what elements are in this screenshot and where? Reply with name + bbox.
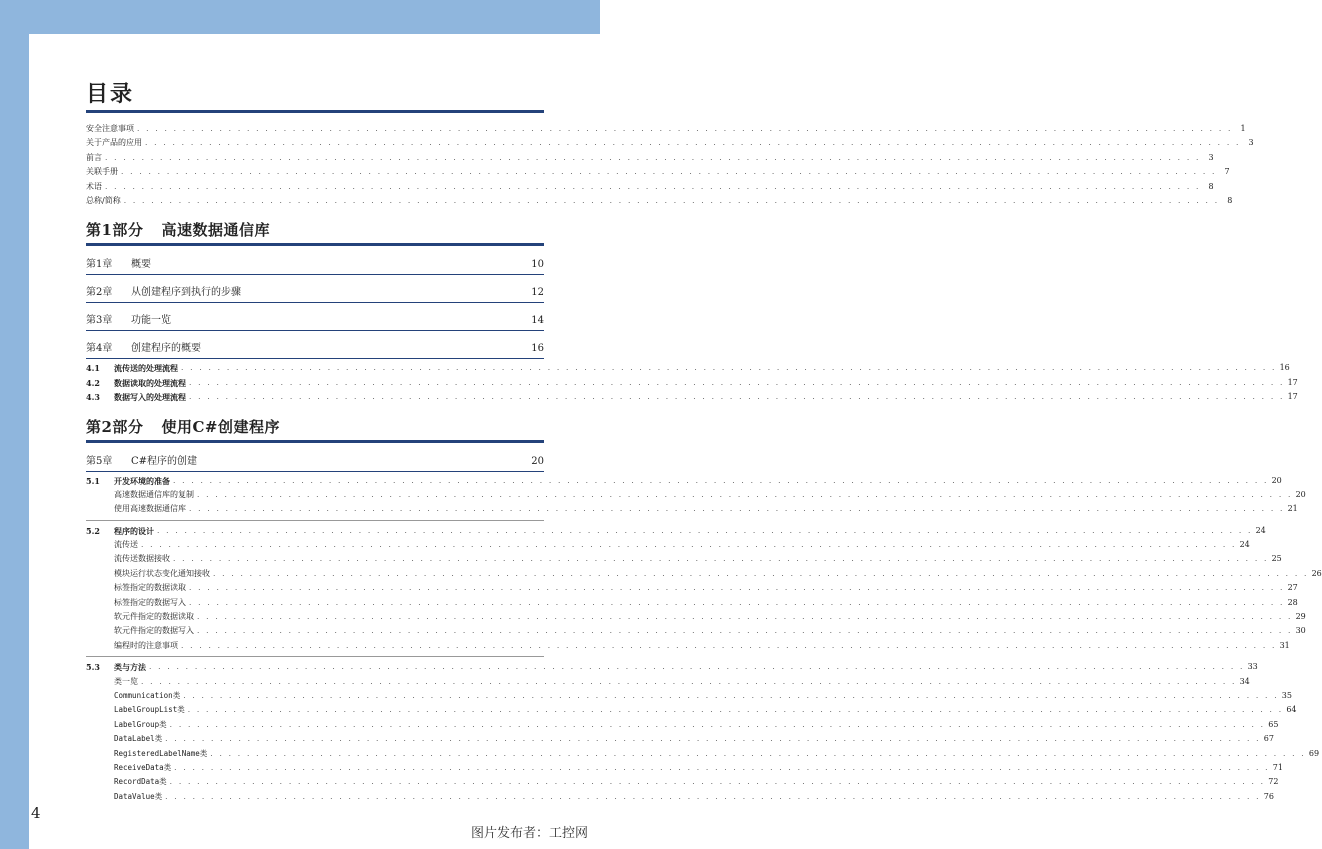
entry-page: 20: [1271, 475, 1282, 485]
toc-link-chapter[interactable]: [86, 342, 544, 359]
toc-subentry[interactable]: [86, 552, 1282, 566]
entry-page: 69: [1308, 748, 1320, 758]
dot-leader: . . . . . . . . . . . . . . . . . . . . . . . . . . . . . . . . . . . . . . . . . . . . . . . . . . . . . . . . . . . . . . . . . . . . . . . . . . . . . . . . . . . . . . . . . . . . . . . . . . . . . . . . . . . . . . . . . . . . . . . .: [189, 377, 1285, 387]
section-number: 5.3: [86, 662, 100, 673]
toc-subentry[interactable]: [86, 675, 1250, 689]
dot-leader: . . . . . . . . . . . . . . . . . . . . . . . . . . . . . . . . . . . . . . . . . . . . . . . . . . . . . . . . . . . . . . . . . . . . . . . . . . . . . . . . . . . . . . . . . . . . . . . . . . . . . . . . . . . . . . . . . . . . . . . .: [189, 583, 1285, 593]
entry-page: 17: [1287, 392, 1298, 402]
entry-page: 1: [1240, 123, 1246, 133]
entry-label: 高速数据通信库的复制: [114, 489, 194, 499]
toc-section[interactable]: [86, 361, 1290, 375]
entry-label: 软元件指定的数据写入: [114, 626, 194, 636]
entry-page: 28: [1287, 597, 1298, 607]
dot-leader: . . . . . . . . . . . . . . . . . . . . . . . . . . . . . . . . . . . . . . . . . . . . . . . . . . . . . . . . . . . . . . . . . . . . . . . . . . . . . . . . . . . . . . . . . . . . . . . . . . . . . . . . . . . . . . . . . . . . . . . .: [173, 554, 1269, 564]
dot-leader: . . . . . . . . . . . . . . . . . . . . . . . . . . . . . . . . . . . . . . . . . . . . . . . . . . . . . . . . . . . . . . . . . . . . . . . . . . . . . . . . . . . . . . . . . . . . . . . . . . . . . . . . . . . . . . . . . . . . . . . .: [157, 525, 1253, 535]
entry-page: 25: [1271, 554, 1282, 564]
toc-entry[interactable]: [86, 151, 1214, 165]
part1-heading: [86, 220, 544, 246]
entry-label: Communication类: [114, 690, 181, 700]
section-number: 5.2: [86, 525, 100, 536]
part2-heading: [86, 417, 544, 443]
toc-subentry[interactable]: [86, 790, 1274, 804]
entry-page: 17: [1287, 377, 1298, 387]
chapter-number: 第2章: [86, 287, 113, 299]
entry-label: RegisteredLabelName类: [114, 748, 208, 758]
entry-label: 开发环境的准备: [114, 475, 170, 486]
chapter-title: 功能一览: [131, 315, 171, 327]
dot-leader: . . . . . . . . . . . . . . . . . . . . . . . . . . . . . . . . . . . . . . . . . . . . . . . . . . . . . . . . . . . . . . . . . . . . . . . . . . . . . . . . . . . . . . . . . . . . . . . . . . . . . . . . . . . . . . . . . . . . . . . .: [149, 662, 1245, 672]
toc-subentry[interactable]: [86, 488, 1306, 502]
toc-subentry[interactable]: [86, 689, 1292, 703]
entry-page: 64: [1286, 705, 1297, 715]
toc-subentry[interactable]: [86, 732, 1274, 746]
dot-leader: . . . . . . . . . . . . . . . . . . . . . . . . . . . . . . . . . . . . . . . . . . . . . . . . . . . . . . . . . . . . . . . . . . . . . . . . . . . . . . . . . . . . . . . . . . . . . . . . . . . . . . . . . . . . . . . . . . . . . . . .: [189, 504, 1285, 514]
dot-leader: . . . . . . . . . . . . . . . . . . . . . . . . . . . . . . . . . . . . . . . . . . . . . . . . . . . . . . . . . . . . . . . . . . . . . . . . . . . . . . . . . . . . . . . . . . . . . . . . . . . . . . . . . . . . . . . . . . . . . . . .: [137, 123, 1233, 133]
toc-entry[interactable]: [86, 136, 1254, 150]
part1-chapters: [86, 258, 544, 359]
entry-label: 类与方法: [114, 662, 146, 673]
chapter-page: 12: [531, 287, 544, 299]
entry-label: 类一览: [114, 676, 138, 686]
entry-label: 标签指定的数据写入: [114, 597, 186, 607]
dot-leader: . . . . . . . . . . . . . . . . . . . . . . . . . . . . . . . . . . . . . . . . . . . . . . . . . . . . . . . . . . . . . . . . . . . . . . . . . . . . . . . . . . . . . . . . . . . . . . . . . . . . . . . . . . . . . . . . . . . . . . . .: [121, 167, 1217, 177]
dot-leader: . . . . . . . . . . . . . . . . . . . . . . . . . . . . . . . . . . . . . . . . . . . . . . . . . . . . . . . . . . . . . . . . . . . . . . . . . . . . . . . . . . . . . . . . . . . . . . . . . . . . . . . . . . . . . . . . . . . . . . . .: [123, 195, 1220, 205]
dot-leader: . . . . . . . . . . . . . . . . . . . . . . . . . . . . . . . . . . . . . . . . . . . . . . . . . . . . . . . . . . . . . . . . . . . . . . . . . . . . . . . . . . . . . . . . . . . . . . . . . . . . . . . . . . . . . . . . . . . . . . . .: [141, 676, 1237, 686]
entry-page: 30: [1295, 626, 1306, 636]
dot-leader: . . . . . . . . . . . . . . . . . . . . . . . . . . . . . . . . . . . . . . . . . . . . . . . . . . . . . . . . . . . . . . . . . . . . . . . . . . . . . . . . . . . . . . . . . . . . . . . . . . . . . . . . . . . . . . . . . . . . . . . .: [173, 475, 1269, 485]
entry-label: 数据读取的处理流程: [114, 377, 186, 388]
entry-label: 使用高速数据通信库: [114, 504, 186, 514]
chapter-title: 概要: [131, 259, 151, 271]
dot-leader: . . . . . . . . . . . . . . . . . . . . . . . . . . . . . . . . . . . . . . . . . . . . . . . . . . . . . . . . . . . . . . . . . . . . . . . . . . . . . . . . . . . . . . . . . . . . . . . . . . . . . . . . . . . . . . . . . . . . . . . .: [165, 791, 1261, 801]
dot-leader: . . . . . . . . . . . . . . . . . . . . . . . . . . . . . . . . . . . . . . . . . . . . . . . . . . . . . . . . . . . . . . . . . . . . . . . . . . . . . . . . . . . . . . . . . . . . . . . . . . . . . . . . . . . . . . . . . . . . . . . .: [183, 690, 1279, 700]
toc-subentry[interactable]: [86, 610, 1306, 624]
section-number: 5.1: [86, 475, 100, 486]
entry-label: 关于产品的应用: [86, 138, 142, 148]
dot-leader: . . . . . . . . . . . . . . . . . . . . . . . . . . . . . . . . . . . . . . . . . . . . . . . . . . . . . . . . . . . . . . . . . . . . . . . . . . . . . . . . . . . . . . . . . . . . . . . . . . . . . . . . . . . . . . . . . . . . . . . .: [141, 540, 1237, 550]
dot-leader: . . . . . . . . . . . . . . . . . . . . . . . . . . . . . . . . . . . . . . . . . . . . . . . . . . . . . . . . . . . . . . . . . . . . . . . . . . . . . . . . . . . . . . . . . . . . . . . . . . . . . . . . . . . . . . . . . . . . . . . .: [210, 748, 1306, 758]
part2-title: 使用C#创建程序: [161, 417, 280, 436]
entry-label: DataLabel类: [114, 734, 163, 744]
toc-link-chapter5[interactable]: [86, 455, 544, 472]
chapter-page: 16: [531, 343, 544, 355]
entry-label: 数据写入的处理流程: [114, 392, 186, 403]
toc-link-chapter[interactable]: [86, 258, 544, 275]
entry-page: 7: [1224, 167, 1230, 177]
toc-entry[interactable]: [86, 194, 1233, 208]
chapter-page: 10: [531, 259, 544, 271]
dot-leader: . . . . . . . . . . . . . . . . . . . . . . . . . . . . . . . . . . . . . . . . . . . . . . . . . . . . . . . . . . . . . . . . . . . . . . . . . . . . . . . . . . . . . . . . . . . . . . . . . . . . . . . . . . . . . . . . . . . . . . . .: [169, 719, 1266, 729]
entry-label: 编程时的注意事项: [114, 640, 178, 650]
entry-label: 安全注意事项: [86, 123, 134, 133]
entry-label: 流传送: [114, 540, 138, 550]
toc-entry[interactable]: [86, 122, 1246, 136]
toc-subentry[interactable]: [86, 502, 1298, 516]
toc-subentry[interactable]: [86, 747, 1320, 761]
section-number: 4.3: [86, 392, 100, 403]
entry-page: 65: [1268, 719, 1279, 729]
toc-section[interactable]: [86, 376, 1298, 390]
toc-subentry[interactable]: [86, 581, 1298, 595]
toc-section[interactable]: [86, 390, 1298, 404]
entry-label: 流传送的处理流程: [114, 363, 178, 374]
entry-label: RecordData类: [114, 777, 167, 787]
page-number: 4: [31, 804, 41, 822]
entry-label: 标签指定的数据读取: [114, 583, 186, 593]
entry-page: 34: [1239, 676, 1250, 686]
entry-page: 3: [1248, 138, 1254, 148]
dot-leader: . . . . . . . . . . . . . . . . . . . . . . . . . . . . . . . . . . . . . . . . . . . . . . . . . . . . . . . . . . . . . . . . . . . . . . . . . . . . . . . . . . . . . . . . . . . . . . . . . . . . . . . . . . . . . . . . . . . . . . . .: [181, 640, 1277, 650]
entry-page: 20: [1295, 489, 1306, 499]
chapter-title: C#程序的创建: [131, 455, 198, 467]
chapter4-sections: [86, 361, 1298, 404]
toc-content: [86, 80, 1322, 812]
toc-subentry[interactable]: [86, 567, 1322, 581]
dot-leader: . . . . . . . . . . . . . . . . . . . . . . . . . . . . . . . . . . . . . . . . . . . . . . . . . . . . . . . . . . . . . . . . . . . . . . . . . . . . . . . . . . . . . . . . . . . . . . . . . . . . . . . . . . . . . . . . . . . . . . . .: [197, 612, 1293, 622]
top-color-band: [0, 0, 600, 34]
dot-leader: . . . . . . . . . . . . . . . . . . . . . . . . . . . . . . . . . . . . . . . . . . . . . . . . . . . . . . . . . . . . . . . . . . . . . . . . . . . . . . . . . . . . . . . . . . . . . . . . . . . . . . . . . . . . . . . . . . . . . . . .: [174, 762, 1270, 772]
entry-page: 67: [1263, 734, 1274, 744]
section-number: 4.2: [86, 377, 100, 388]
entry-label: 前言: [86, 152, 102, 162]
entry-label: 总称/简称: [86, 195, 121, 205]
entry-label: LabelGroup类: [114, 719, 167, 729]
chapter-title: 创建程序的概要: [131, 343, 201, 355]
toc-entry[interactable]: [86, 180, 1214, 194]
toc-entry[interactable]: [86, 165, 1230, 179]
dot-leader: . . . . . . . . . . . . . . . . . . . . . . . . . . . . . . . . . . . . . . . . . . . . . . . . . . . . . . . . . . . . . . . . . . . . . . . . . . . . . . . . . . . . . . . . . . . . . . . . . . . . . . . . . . . . . . . . . . . . . . . .: [189, 392, 1285, 402]
toc-section[interactable]: [86, 474, 1282, 488]
dot-leader: . . . . . . . . . . . . . . . . . . . . . . . . . . . . . . . . . . . . . . . . . . . . . . . . . . . . . . . . . . . . . . . . . . . . . . . . . . . . . . . . . . . . . . . . . . . . . . . . . . . . . . . . . . . . . . . . . . . . . . . .: [181, 363, 1277, 373]
part1-number: 第1部分: [86, 221, 144, 240]
dot-leader: . . . . . . . . . . . . . . . . . . . . . . . . . . . . . . . . . . . . . . . . . . . . . . . . . . . . . . . . . . . . . . . . . . . . . . . . . . . . . . . . . . . . . . . . . . . . . . . . . . . . . . . . . . . . . . . . . . . . . . . .: [197, 489, 1293, 499]
entry-label: 软元件指定的数据读取: [114, 612, 194, 622]
dot-leader: . . . . . . . . . . . . . . . . . . . . . . . . . . . . . . . . . . . . . . . . . . . . . . . . . . . . . . . . . . . . . . . . . . . . . . . . . . . . . . . . . . . . . . . . . . . . . . . . . . . . . . . . . . . . . . . . . . . . . . . .: [105, 152, 1201, 162]
page-title: 目录: [86, 80, 544, 113]
dot-leader: . . . . . . . . . . . . . . . . . . . . . . . . . . . . . . . . . . . . . . . . . . . . . . . . . . . . . . . . . . . . . . . . . . . . . . . . . . . . . . . . . . . . . . . . . . . . . . . . . . . . . . . . . . . . . . . . . . . . . . . .: [165, 734, 1261, 744]
toc-subentry[interactable]: [86, 775, 1279, 789]
entry-label: DataValue类: [114, 791, 163, 801]
entry-page: 3: [1208, 152, 1214, 162]
toc-section[interactable]: [86, 660, 1258, 674]
toc-subentry[interactable]: [86, 639, 1290, 653]
chapter-number: 第5章: [86, 455, 113, 467]
chapter-page: 14: [531, 315, 544, 327]
dot-leader: . . . . . . . . . . . . . . . . . . . . . . . . . . . . . . . . . . . . . . . . . . . . . . . . . . . . . . . . . . . . . . . . . . . . . . . . . . . . . . . . . . . . . . . . . . . . . . . . . . . . . . . . . . . . . . . . . . . . . . . .: [189, 597, 1285, 607]
toc-subentry[interactable]: [86, 596, 1298, 610]
entry-page: 71: [1272, 762, 1283, 772]
entry-label: 模块运行状态变化通知接收: [114, 568, 210, 578]
section-5-2: [86, 524, 1322, 658]
entry-page: 26: [1311, 568, 1322, 578]
entry-page: 8: [1227, 195, 1233, 205]
entry-label: 流传送数据接收: [114, 554, 170, 564]
chapter-page: 20: [531, 455, 544, 467]
dot-leader: . . . . . . . . . . . . . . . . . . . . . . . . . . . . . . . . . . . . . . . . . . . . . . . . . . . . . . . . . . . . . . . . . . . . . . . . . . . . . . . . . . . . . . . . . . . . . . . . . . . . . . . . . . . . . . . . . . . . . . . .: [197, 626, 1293, 636]
left-color-band: [0, 0, 29, 849]
entry-page: 21: [1287, 504, 1298, 514]
toc-link-chapter[interactable]: [86, 286, 544, 303]
entry-page: 29: [1295, 612, 1306, 622]
entry-label: ReceiveData类: [114, 762, 172, 772]
chapter-title: 从创建程序到执行的步骤: [131, 287, 241, 299]
front-matter-list: [86, 122, 1254, 208]
section-5-3: [86, 660, 1320, 804]
entry-page: 27: [1287, 583, 1298, 593]
entry-page: 33: [1247, 662, 1258, 672]
toc-subentry[interactable]: [86, 624, 1306, 638]
entry-page: 72: [1268, 777, 1279, 787]
toc-subentry[interactable]: [86, 703, 1297, 717]
dot-leader: . . . . . . . . . . . . . . . . . . . . . . . . . . . . . . . . . . . . . . . . . . . . . . . . . . . . . . . . . . . . . . . . . . . . . . . . . . . . . . . . . . . . . . . . . . . . . . . . . . . . . . . . . . . . . . . . . . . . . . . .: [169, 777, 1266, 787]
entry-page: 31: [1279, 640, 1290, 650]
section-5-1: [86, 474, 1306, 521]
entry-page: 35: [1281, 690, 1292, 700]
entry-page: 76: [1263, 791, 1274, 801]
chapter-number: 第1章: [86, 259, 113, 271]
part2-number: 第2部分: [86, 417, 144, 436]
entry-page: 24: [1239, 540, 1250, 550]
entry-page: 24: [1255, 525, 1266, 535]
dot-leader: . . . . . . . . . . . . . . . . . . . . . . . . . . . . . . . . . . . . . . . . . . . . . . . . . . . . . . . . . . . . . . . . . . . . . . . . . . . . . . . . . . . . . . . . . . . . . . . . . . . . . . . . . . . . . . . . . . . . . . . .: [213, 568, 1309, 578]
entry-label: LabelGroupList类: [114, 705, 185, 715]
chapter-number: 第3章: [86, 315, 113, 327]
entry-page: 8: [1208, 181, 1214, 191]
dot-leader: . . . . . . . . . . . . . . . . . . . . . . . . . . . . . . . . . . . . . . . . . . . . . . . . . . . . . . . . . . . . . . . . . . . . . . . . . . . . . . . . . . . . . . . . . . . . . . . . . . . . . . . . . . . . . . . . . . . . . . . .: [105, 181, 1201, 191]
toc-subentry[interactable]: [86, 761, 1283, 775]
toc-subentry[interactable]: [86, 538, 1250, 552]
dot-leader: . . . . . . . . . . . . . . . . . . . . . . . . . . . . . . . . . . . . . . . . . . . . . . . . . . . . . . . . . . . . . . . . . . . . . . . . . . . . . . . . . . . . . . . . . . . . . . . . . . . . . . . . . . . . . . . . . . . . . . . .: [187, 705, 1284, 715]
toc-link-chapter[interactable]: [86, 314, 544, 331]
section-number: 4.1: [86, 363, 100, 374]
watermark-text: 图片发布者：工控网: [470, 826, 588, 841]
entry-page: 16: [1279, 363, 1290, 373]
part1-title: 高速数据通信库: [161, 221, 270, 240]
entry-label: 程序的设计: [114, 525, 154, 536]
toc-section[interactable]: [86, 524, 1266, 538]
entry-label: 关联手册: [86, 167, 118, 177]
chapter-number: 第4章: [86, 343, 113, 355]
dot-leader: . . . . . . . . . . . . . . . . . . . . . . . . . . . . . . . . . . . . . . . . . . . . . . . . . . . . . . . . . . . . . . . . . . . . . . . . . . . . . . . . . . . . . . . . . . . . . . . . . . . . . . . . . . . . . . . . . . . . . . . .: [145, 138, 1241, 148]
toc-subentry[interactable]: [86, 718, 1279, 732]
entry-label: 术语: [86, 181, 102, 191]
